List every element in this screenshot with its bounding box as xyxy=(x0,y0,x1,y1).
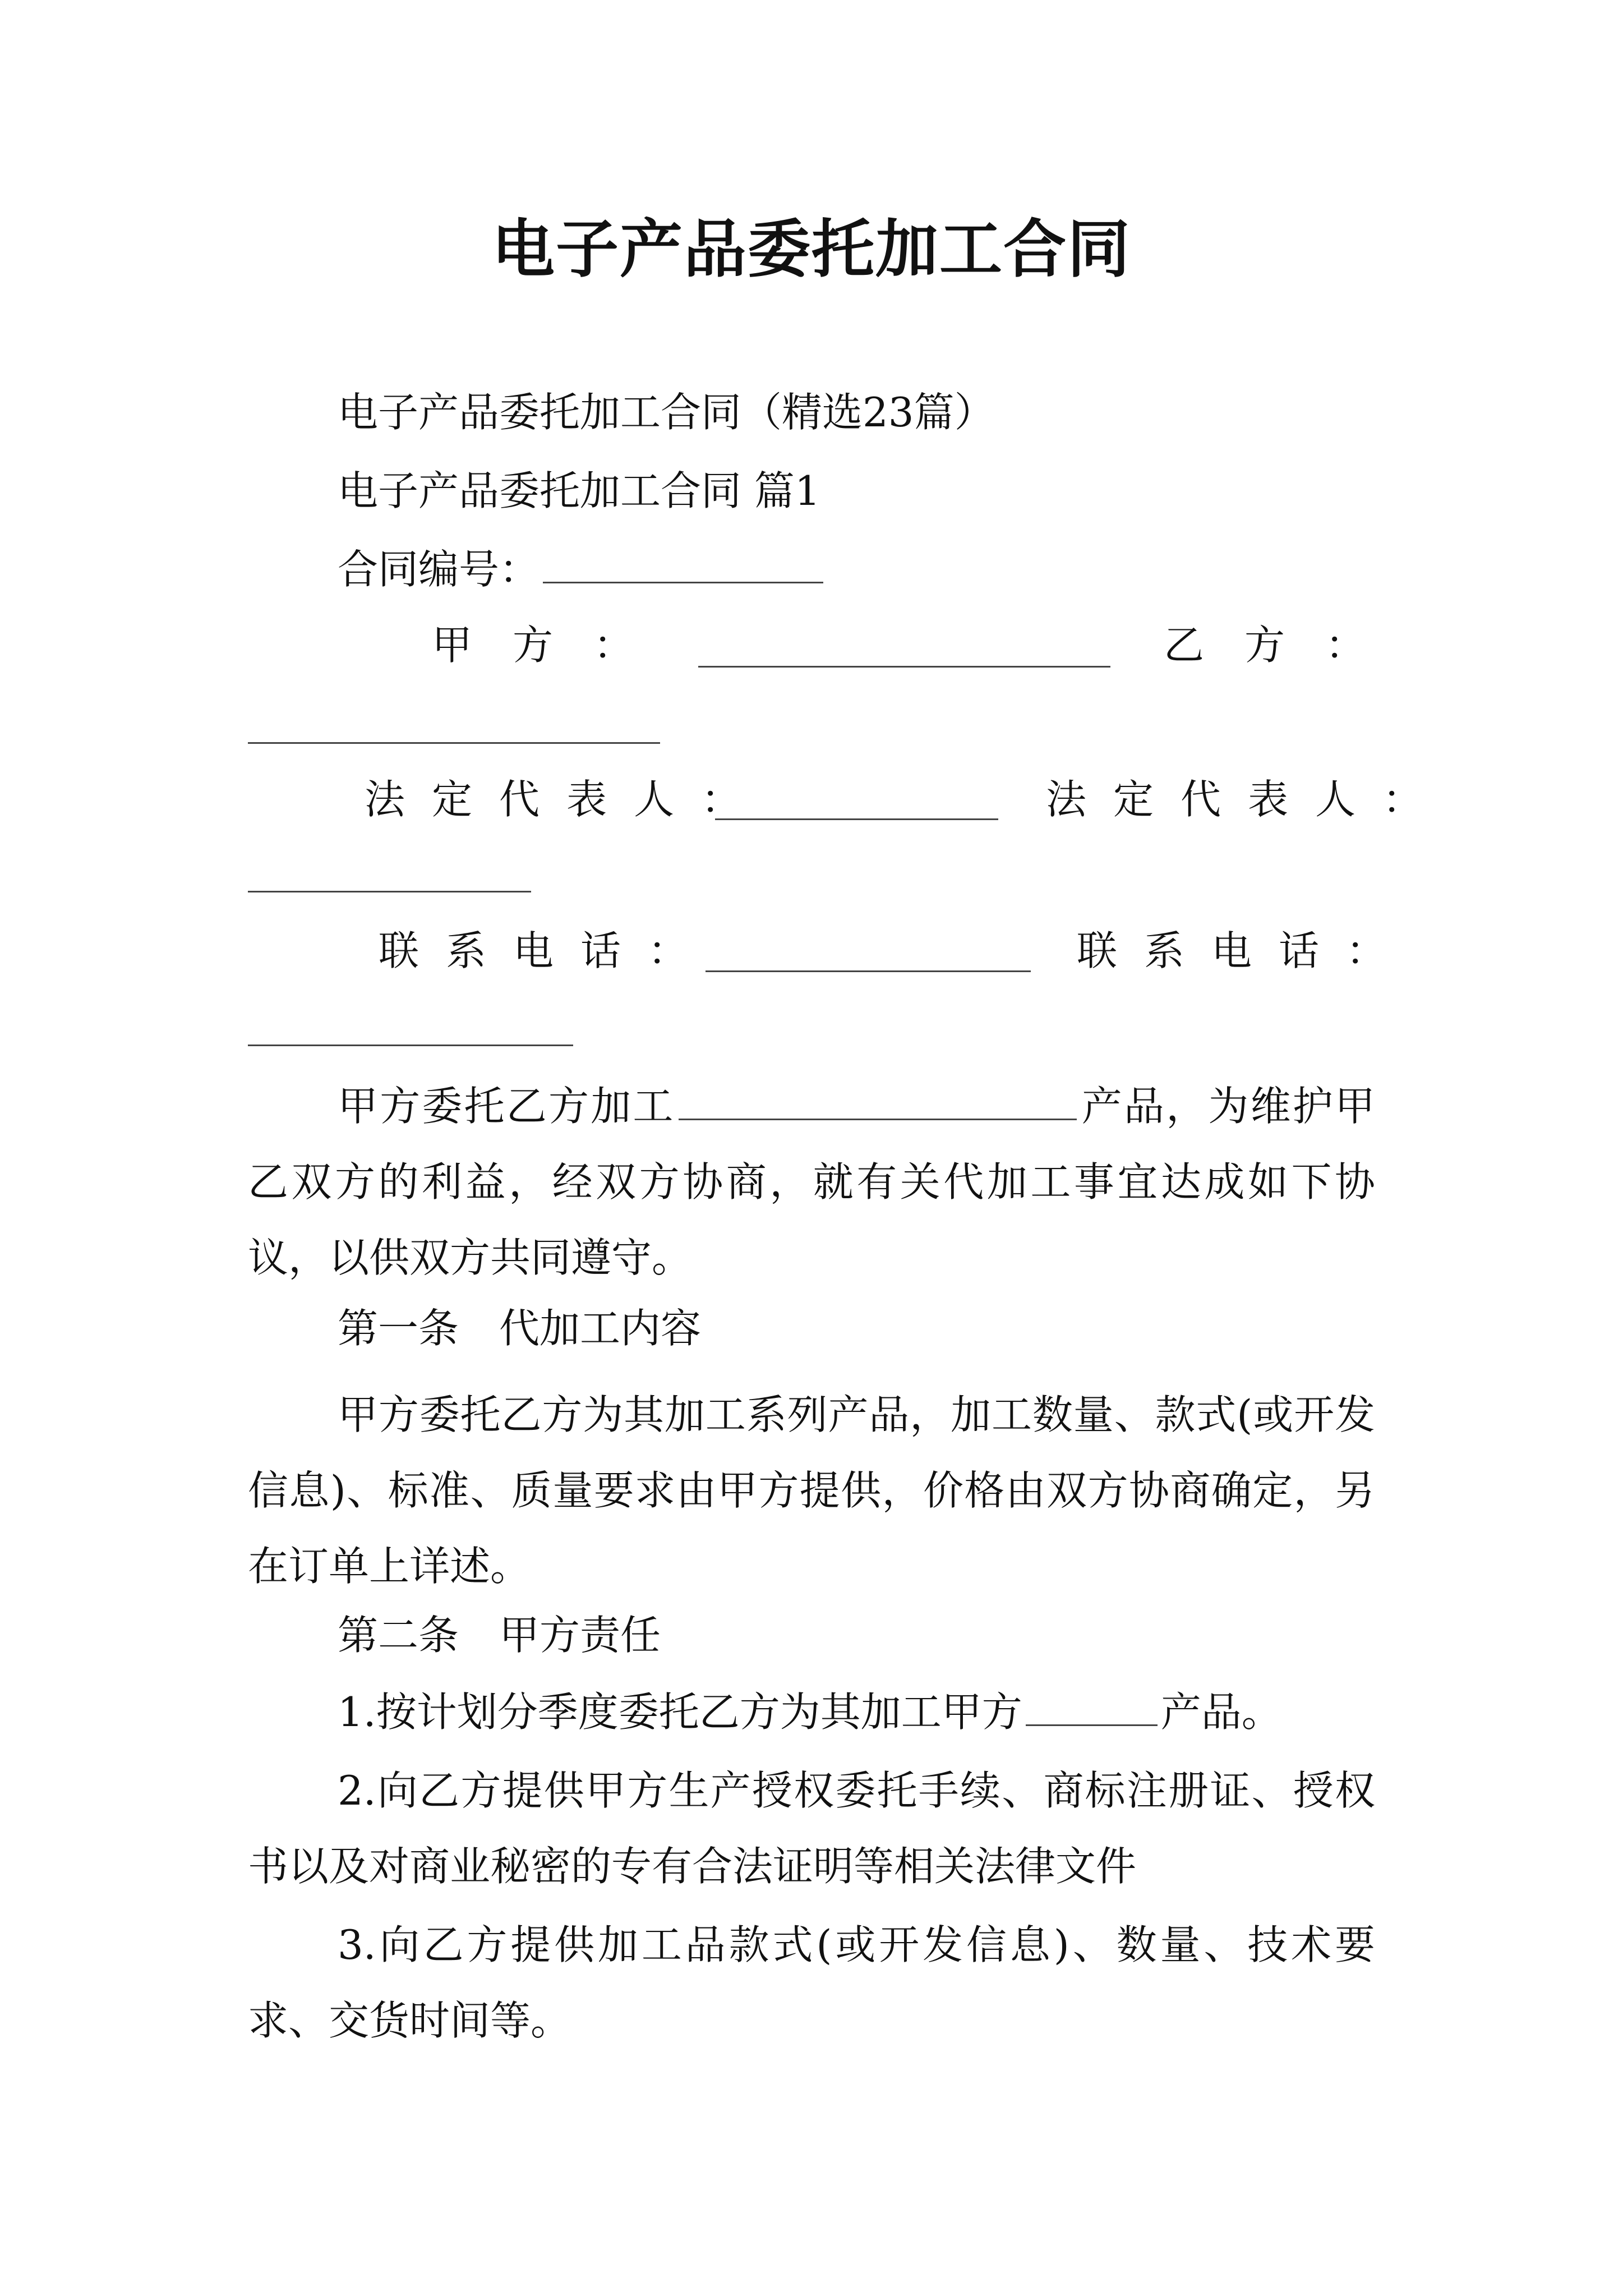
article-2-item-1 xyxy=(248,1674,1375,1750)
contract-no-row xyxy=(338,541,827,597)
party-b-legal-rep-blank[interactable] xyxy=(248,891,531,892)
article-2-heading: 第二条 甲方责任 xyxy=(338,1612,661,1659)
intro-after: 产品，为维护甲乙双方的利益，经双方协商，就有关代加工事宜达成如下协议，以供双方共同遵守。 xyxy=(248,1083,1375,1281)
article-1-heading: 第一条 代加工内容 xyxy=(338,1305,702,1352)
item-1-blank[interactable] xyxy=(1026,1684,1158,1726)
party-a-blank[interactable] xyxy=(698,666,1110,668)
article-2-item-3: 3.向乙方提供加工品款式(或开发信息)、数量、技术要求、交货时间等。 xyxy=(248,1921,1375,2044)
product-blank[interactable] xyxy=(679,1078,1077,1120)
party-a-legal-rep-blank[interactable] xyxy=(715,818,998,820)
document-title: 电子产品委托加工合同 xyxy=(492,213,1131,286)
article-2-item-2: 2.向乙方提供甲方生产授权委托手续、商标注册证、授权书以及对商业秘密的专有合法证明等相关法律文件 xyxy=(248,1767,1375,1890)
party-b-legal-rep-label: 法定代表人： xyxy=(1046,776,1450,823)
party-a-phone-blank[interactable] xyxy=(706,970,1031,972)
party-a-label: 甲 方 ： xyxy=(432,622,634,669)
intro-paragraph xyxy=(248,1069,1375,1296)
intro-before: 甲方委托乙方加工 xyxy=(338,1083,675,1130)
party-b-blank[interactable] xyxy=(248,742,660,744)
party-b-phone-blank[interactable] xyxy=(248,1045,573,1046)
party-a-legal-rep-label: 法定代表人： xyxy=(365,776,769,823)
contract-no-label: 合同编号： xyxy=(338,546,540,593)
item-1-after: 产品。 xyxy=(1160,1688,1282,1736)
item-1-before: 1.按计划分季度委托乙方为其加工甲方 xyxy=(338,1688,1022,1736)
party-b-phone-label: 联系电话： xyxy=(1077,927,1414,974)
party-a-phone-label: 联系电话： xyxy=(379,927,716,974)
article-1-text: 甲方委托乙方为其加工系列产品，加工数量、款式(或开发信息)、标准、质量要求由甲方提供，价格由双方协商确定，另在订单上详述。 xyxy=(248,1391,1375,1590)
subtitle: 电子产品委托加工合同（精选23篇） xyxy=(338,389,995,436)
contract-no-blank[interactable] xyxy=(543,541,823,583)
part-heading: 电子产品委托加工合同 篇1 xyxy=(338,467,820,514)
party-b-label: 乙 方 ： xyxy=(1164,622,1366,669)
